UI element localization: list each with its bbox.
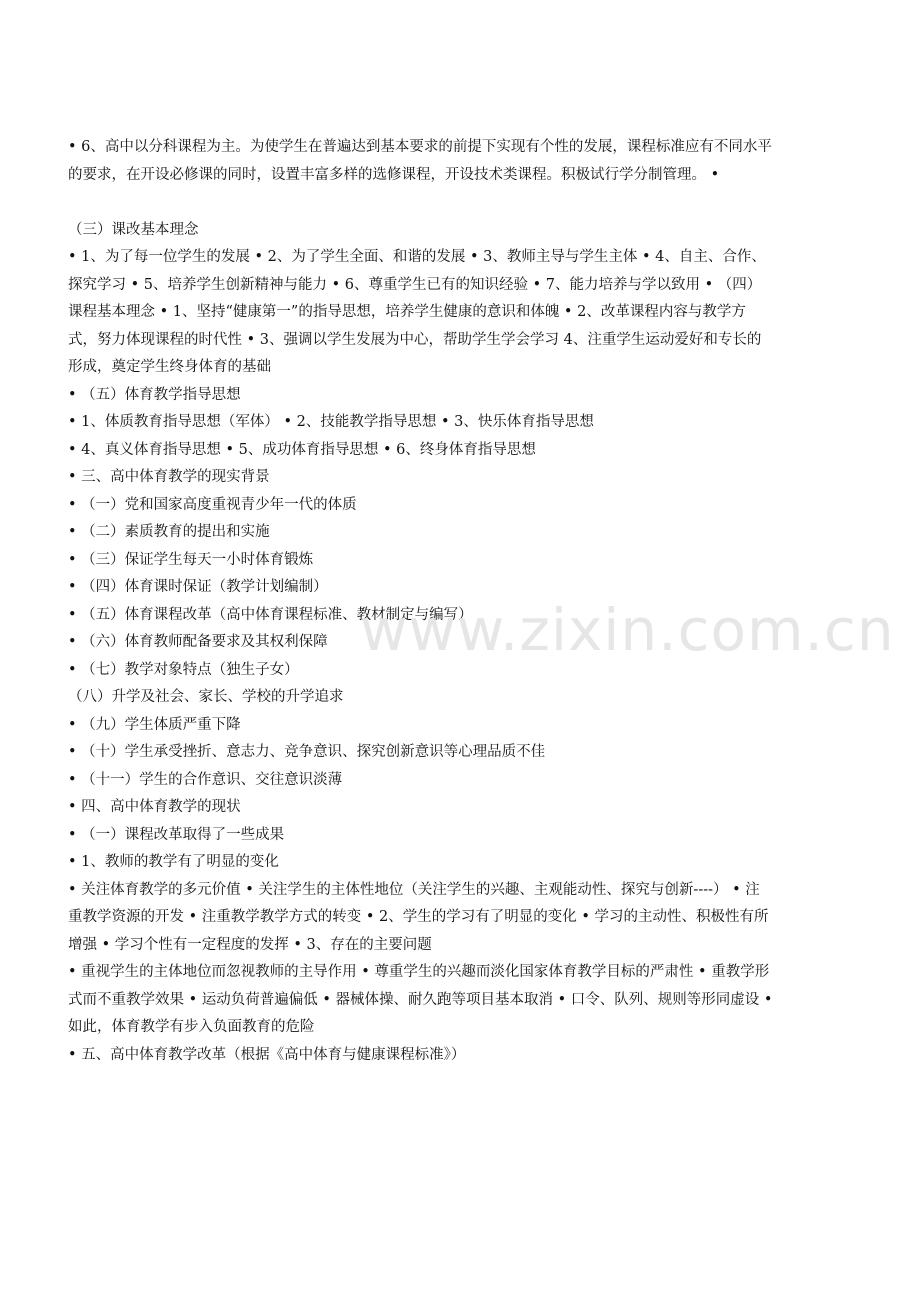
list-item-guidance-1: • 1、体质教育指导思想（军体） • 2、技能教学指导思想 • 3、快乐体育指导思想 <box>68 414 594 430</box>
list-item-background-6: • （六）体育教师配备要求及其权利保障 <box>68 634 328 650</box>
list-item-background-8: （八）升学及社会、家长、学校的升学追求 <box>68 689 344 705</box>
watermark: www.zixin.com.cn <box>360 596 895 664</box>
list-item-guidance-2: • 4、真义体育指导思想 • 5、成功体育指导思想 • 6、终身体育指导思想 <box>68 441 536 458</box>
paragraph-main-problems: • 重视学生的主体地位而忽视教师的主导作用 • 尊重学生的兴趣而淡化国家体育教学目标的严肃性 • 重教学形式而不重教学效果 • 运动负荷普遍偏低 • 器械体操、耐久跑等项目基本取消 • 口令、队列、规则等形同虚设 • 如此，体育教学有步入负面教育的危险 <box>68 964 773 1035</box>
list-item-background-11: • （十一）学生的合作意识、交往意识淡薄 <box>68 771 343 788</box>
list-item-background-10: • （十）学生承受挫折、意志力、竞争意识、探究创新意识等心理品质不佳 <box>68 744 546 760</box>
list-item-status-2: • 1、教师的教学有了明显的变化 <box>68 854 279 870</box>
list-item-background-4: • （四）体育课时保证（教学计划编制） <box>68 579 328 595</box>
heading-background: • 三、高中体育教学的现实背景 <box>68 469 270 485</box>
paragraph-teaching-changes: • 关注体育教学的多元价值 • 关注学生的主体性地位（关注学生的兴趣、主观能动性、探究与创新----） • 注重教学资源的开发 • 注重教学教学方式的转变 • 2、学生的学习有了明显的变化 • 学习的主动性、积极性有所增强 • 学习个性有一定程度的发挥 • 3、存在的主要问题 <box>68 881 769 953</box>
paragraph-reform-concepts-list: • 1、为了每一位学生的发展 • 2、为了学生全面、和谐的发展 • 3、教师主导与学生主体 • 4、自主、合作、探究学习 • 5、培养学生创新精神与能力 • 6、尊重学生已有的知识经验 • 7、能力培养与学以致用 • （四）课程基本理念 • 1、坚持“健康第一”的指导思想，培养学生健康的意识和体魄 • 2、改革课程内容与教学方式，努力体现课程的时代性 • 3、强调以学生发展为中心，帮助学生学会学习 4、注重学生运动爱好和专长的形成，奠定学生终身体育的基础 <box>68 249 766 375</box>
list-item-background-9: • （九）学生体质严重下降 <box>68 716 241 733</box>
heading-current-status: • 四、高中体育教学的现状 <box>68 799 241 815</box>
heading-teaching-reform: • 五、高中体育教学改革（根据《高中体育与健康课程标准》） <box>68 1046 466 1063</box>
list-item-background-1: • （一）党和国家高度重视青少年一代的体质 <box>68 496 357 513</box>
paragraph-gap <box>68 189 774 217</box>
list-item-background-2: • （二）素质教育的提出和实施 <box>68 524 270 540</box>
document-body <box>68 134 774 1069</box>
list-item-status-1: • （一）课程改革取得了一些成果 <box>68 826 285 843</box>
heading-reform-concepts: （三）课改基本理念 <box>68 221 199 238</box>
heading-teaching-guidance: • （五）体育教学指导思想 <box>68 386 241 403</box>
list-item-background-7: • （七）教学对象特点（独生子女） <box>68 661 299 678</box>
list-item-background-5: • （五）体育课程改革（高中体育课程标准、教材制定与编写） <box>68 606 473 623</box>
list-item-background-3: • （三）保证学生每天一小时体育锻炼 <box>68 551 314 568</box>
paragraph-elective-courses: • 6、高中以分科课程为主。为使学生在普遍达到基本要求的前提下实现有个性的发展，课程标准应有不同水平的要求，在开设必修课的同时，设置丰富多样的选修课程，开设技术类课程。积极试行学分制管理。 • <box>68 139 772 183</box>
